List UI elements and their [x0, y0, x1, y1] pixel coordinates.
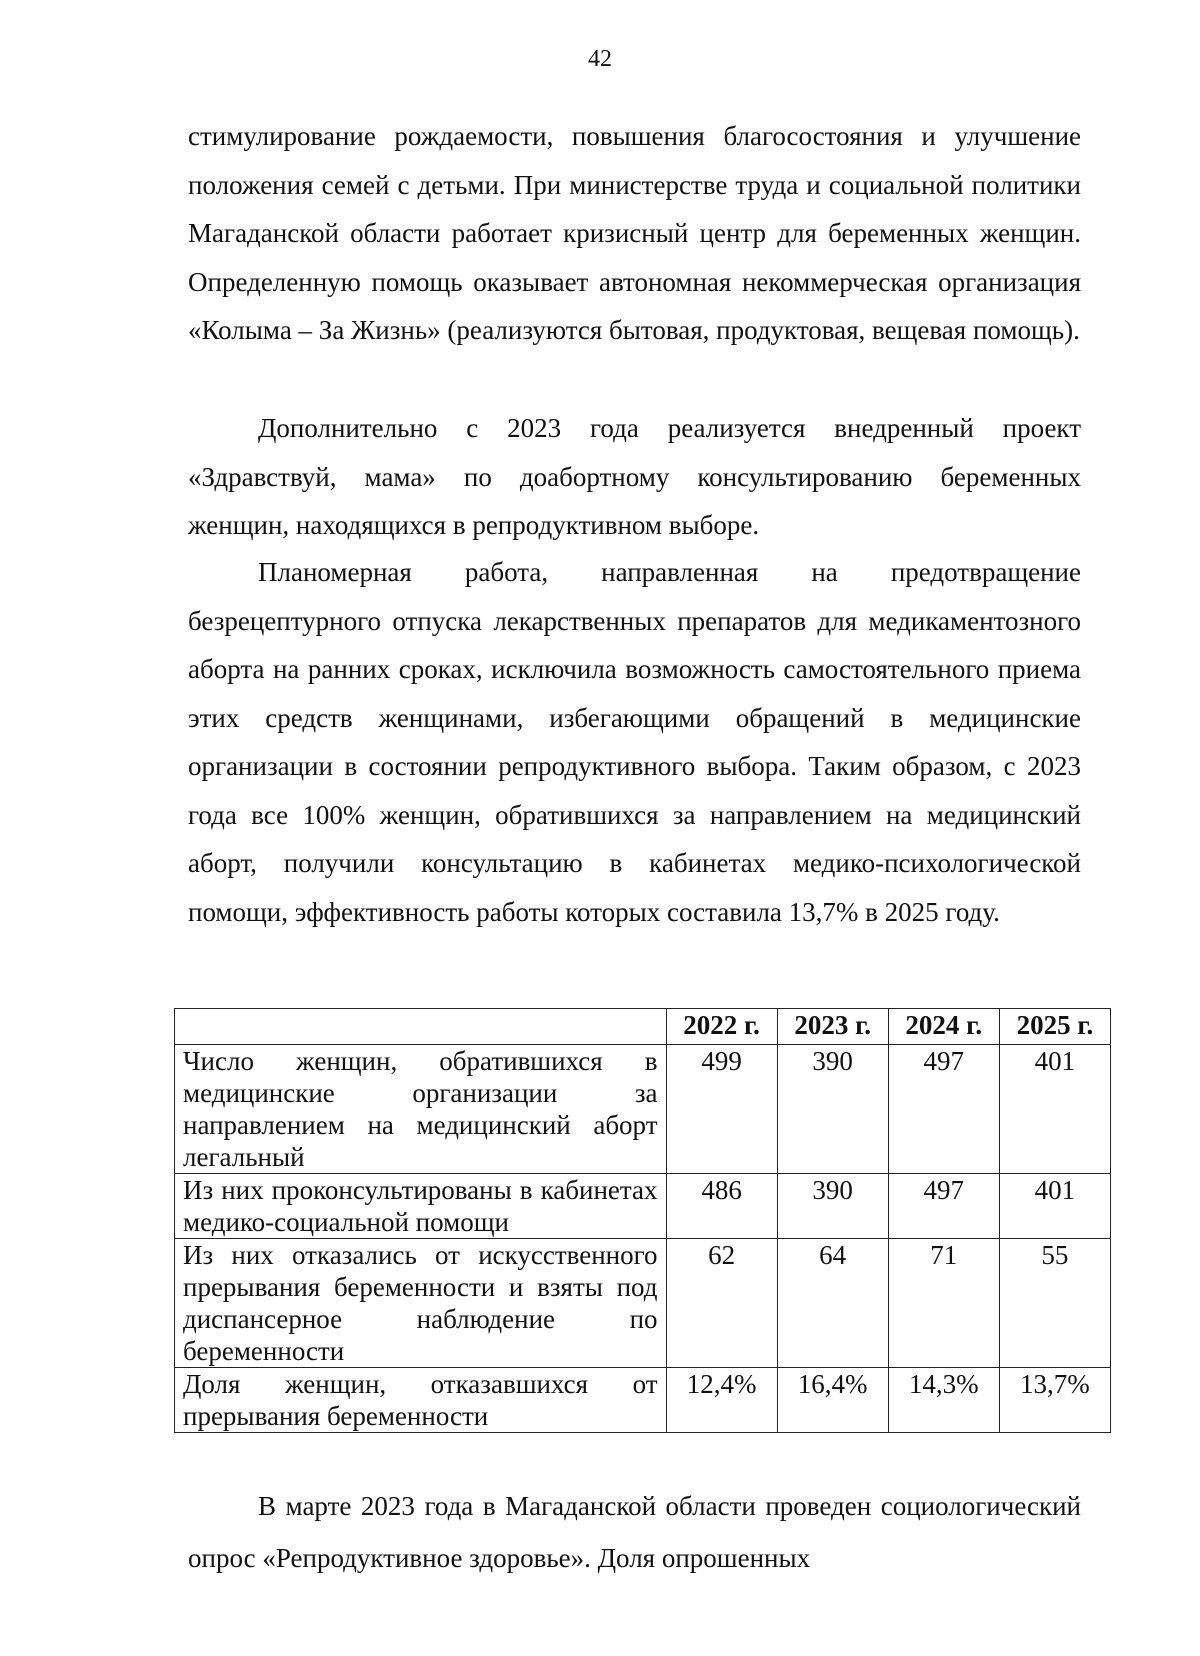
- page-number: 42: [588, 46, 612, 72]
- table-cell: 64: [777, 1239, 888, 1368]
- table-cell: 390: [777, 1174, 888, 1239]
- table-cell: 390: [777, 1045, 888, 1174]
- paragraph-survey: В марте 2023 года в Магаданской области проведен социологический опрос «Репродуктивное здоровье». Доля опрошенных: [188, 1491, 1081, 1573]
- header-year-2024: 2024 г.: [888, 1009, 999, 1045]
- table-cell: 499: [666, 1045, 777, 1174]
- paragraph-support-measures: стимулирование рождаемости, повышения благосостояния и улучшение положения семей с детьми. При министерстве труда и социальной политики Магаданской области работает кризисный центр для беременных женщин. Определенную помощь оказывает автономная некоммерческая организация «Колыма – За Жизнь» (реализуются бытовая, продуктовая, вещевая помощь).: [188, 121, 1081, 345]
- table-row: [175, 1174, 1111, 1239]
- table-cell: 71: [888, 1239, 999, 1368]
- table-cell: 497: [888, 1045, 999, 1174]
- paragraph-project-hello-mom: Дополнительно с 2023 года реализуется внедренный проект «Здравствуй, мама» по доабортному консультированию беременных женщин, находящихся в репродуктивном выборе.: [188, 413, 1081, 540]
- paragraph-consultation-work: Планомерная работа, направленная на предотвращение безрецептурного отпуска лекарственных препаратов для медикаментозного аборта на ранних сроках, исключила возможность самостоятельного приема этих средств женщинами, избегающими обращений в медицинские организации в состоянии репродуктивного выбора. Таким образом, с 2023 года все 100% женщин, обратившихся за направлением на медицинский аборт, получили консультацию в кабинетах медико-психологической помощи, эффективность работы которых составила 13,7% в 2025 году.: [188, 557, 1081, 927]
- table-row: [175, 1239, 1111, 1368]
- abortion-consultation-table: [174, 1008, 1111, 1433]
- table-row: [175, 1045, 1111, 1174]
- table-cell: 401: [999, 1174, 1110, 1239]
- table-cell: 401: [999, 1045, 1110, 1174]
- table-cell: 497: [888, 1174, 999, 1239]
- table-cell: 12,4%: [666, 1368, 777, 1433]
- table-cell: 16,4%: [777, 1368, 888, 1433]
- table-cell: 13,7%: [999, 1368, 1110, 1433]
- header-year-2022: 2022 г.: [666, 1009, 777, 1045]
- table-header-row: [175, 1009, 1111, 1045]
- row-label-applications: Число женщин, обратившихся в медицинские организации за направлением на медицинский аборт легальный: [175, 1045, 667, 1174]
- table-cell: 14,3%: [888, 1368, 999, 1433]
- row-label-refused: Из них отказались от искусственного прерывания беременности и взяты под диспансерное наблюдение по беременности: [175, 1239, 667, 1368]
- row-label-share-refused: Доля женщин, отказавшихся от прерывания беременности: [175, 1368, 667, 1433]
- header-empty-cell: [175, 1009, 667, 1045]
- table-cell: 55: [999, 1239, 1110, 1368]
- table-cell: 486: [666, 1174, 777, 1239]
- header-year-2023: 2023 г.: [777, 1009, 888, 1045]
- row-label-consulted: Из них проконсультированы в кабинетах медико-социальной помощи: [175, 1174, 667, 1239]
- table-row: [175, 1368, 1111, 1433]
- table-cell: 62: [666, 1239, 777, 1368]
- header-year-2025: 2025 г.: [999, 1009, 1110, 1045]
